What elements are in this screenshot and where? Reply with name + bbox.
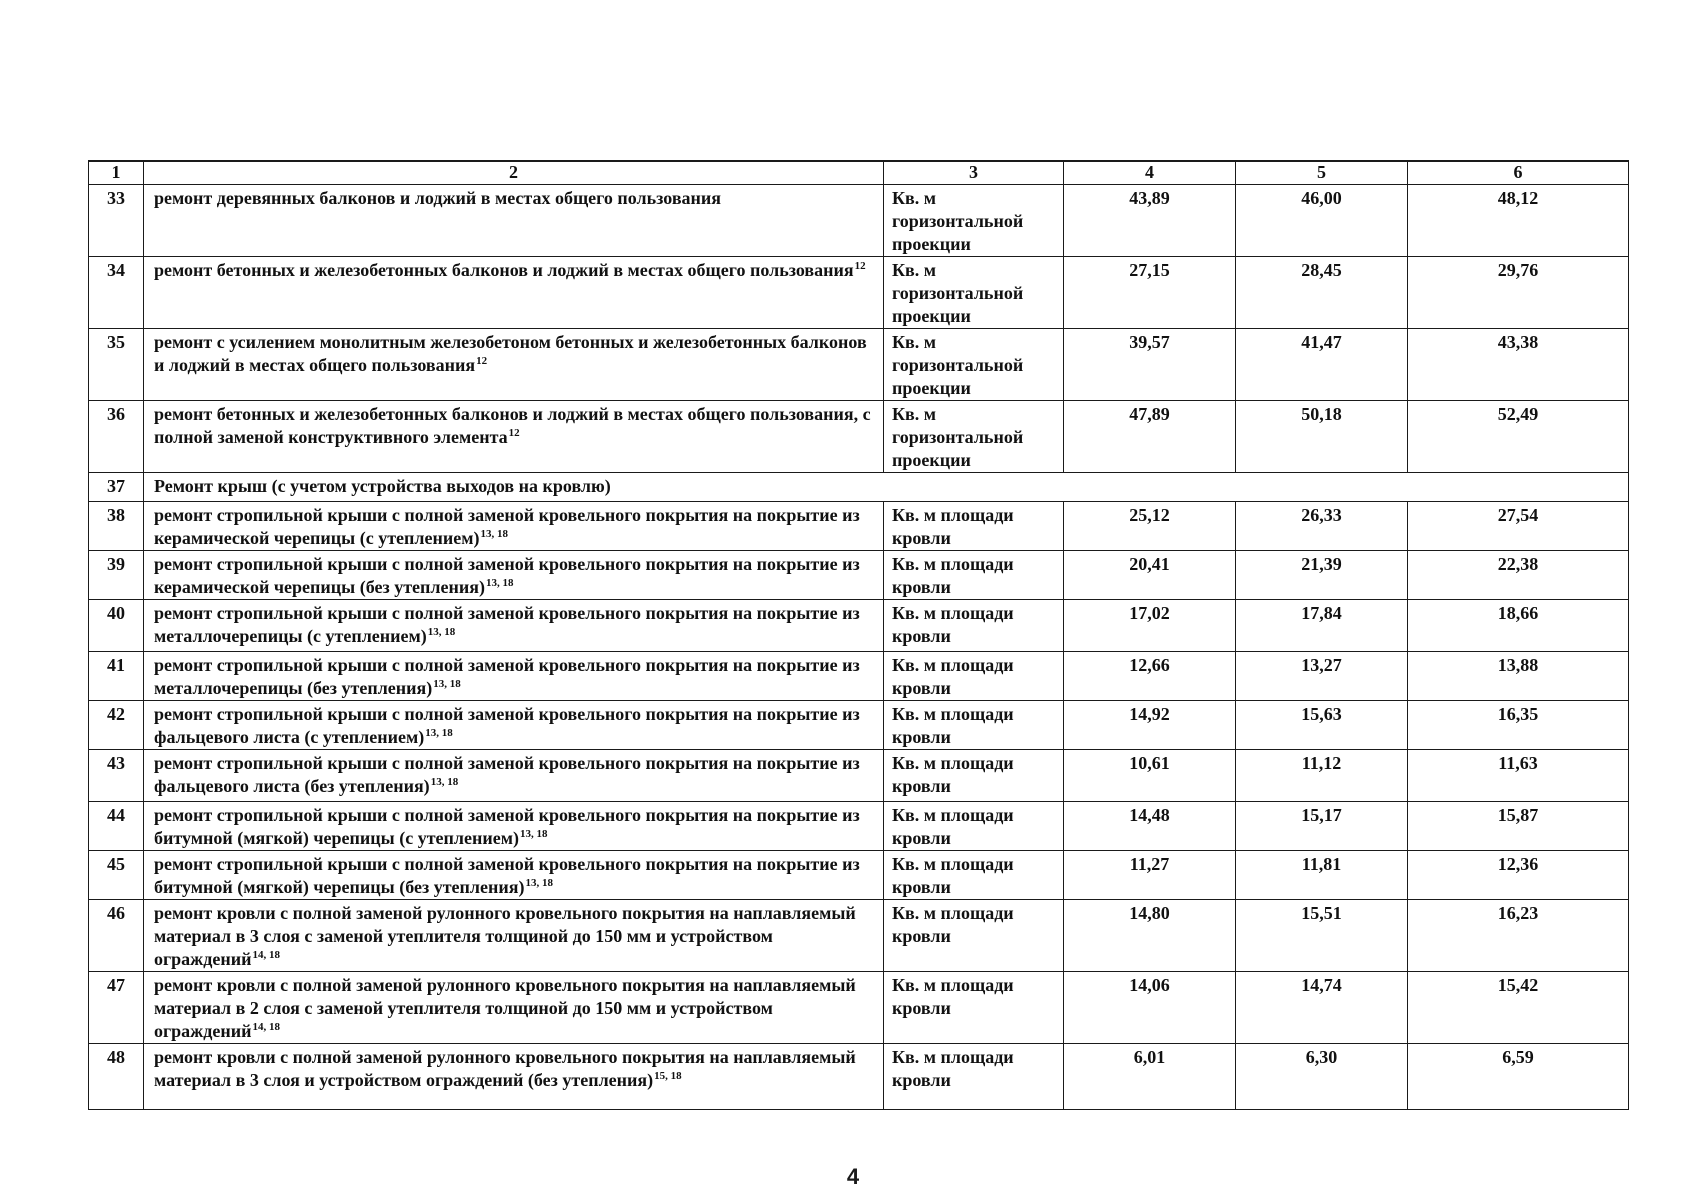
table-row — [89, 551, 1629, 600]
value-col-5: 6,30 — [1236, 1044, 1408, 1110]
unit-of-measure: Кв. м площади кровли — [884, 1044, 1064, 1110]
value-col-5: 11,81 — [1236, 851, 1408, 900]
footnote-ref: 13, 18 — [425, 727, 453, 739]
footnote-ref: 13, 18 — [485, 577, 514, 589]
work-description — [144, 972, 884, 1044]
work-name: ремонт стропильной крыши с полной заменой кровельного покрытия на покрытие из фальцевого листа (без утепления) — [154, 753, 860, 796]
value-col-5: 15,63 — [1236, 701, 1408, 750]
value-col-6: 18,66 — [1408, 600, 1629, 652]
row-number: 47 — [89, 972, 144, 1044]
work-name: ремонт стропильной крыши с полной заменой кровельного покрытия на покрытие из битумной (мягкой) черепицы (с утеплением) — [154, 805, 860, 848]
value-col-4: 6,01 — [1064, 1044, 1236, 1110]
footnote-ref: 13, 18 — [430, 776, 459, 788]
value-col-4: 47,89 — [1064, 401, 1236, 473]
work-name: ремонт с усилением монолитным железобетоном бетонных и железобетонных балконов и лоджий в местах общего пользования — [154, 332, 867, 375]
footnote-ref: 12 — [854, 260, 866, 272]
value-col-5: 46,00 — [1236, 185, 1408, 257]
section-title: Ремонт крыш (с учетом устройства выходов на кровлю) — [144, 473, 1629, 502]
value-col-5: 41,47 — [1236, 329, 1408, 401]
footnote-ref: 13, 18 — [519, 828, 548, 840]
table-row — [89, 652, 1629, 701]
value-col-5: 11,12 — [1236, 750, 1408, 802]
footnote-ref: 14, 18 — [252, 949, 280, 961]
work-description — [144, 851, 884, 900]
value-col-4: 43,89 — [1064, 185, 1236, 257]
table-row — [89, 502, 1629, 551]
table-row — [89, 600, 1629, 652]
value-col-5: 13,27 — [1236, 652, 1408, 701]
unit-of-measure: Кв. м площади кровли — [884, 851, 1064, 900]
work-description — [144, 652, 884, 701]
table-row — [89, 900, 1629, 972]
value-col-4: 12,66 — [1064, 652, 1236, 701]
unit-of-measure: Кв. м горизонтальной проекции — [884, 185, 1064, 257]
footnote-ref: 13, 18 — [480, 528, 508, 540]
work-name: ремонт стропильной крыши с полной заменой кровельного покрытия на покрытие из металлочерепицы (с утеплением) — [154, 603, 860, 646]
value-col-5: 15,17 — [1236, 802, 1408, 851]
work-name: ремонт кровли с полной заменой рулонного кровельного покрытия на наплавляемый материал в 2 слоя с заменой утеплителя толщиной до 150 мм и устройством ограждений — [154, 975, 856, 1041]
unit-of-measure: Кв. м площади кровли — [884, 502, 1064, 551]
work-description — [144, 257, 884, 329]
row-number: 39 — [89, 551, 144, 600]
work-description — [144, 502, 884, 551]
value-col-4: 20,41 — [1064, 551, 1236, 600]
unit-of-measure: Кв. м горизонтальной проекции — [884, 401, 1064, 473]
work-description — [144, 1044, 884, 1110]
value-col-4: 11,27 — [1064, 851, 1236, 900]
work-name: ремонт стропильной крыши с полной заменой кровельного покрытия на покрытие из фальцевого листа (с утеплением) — [154, 704, 860, 747]
row-number: 46 — [89, 900, 144, 972]
column-header: 4 — [1064, 161, 1236, 185]
table-row — [89, 972, 1629, 1044]
value-col-6: 48,12 — [1408, 185, 1629, 257]
work-name: ремонт бетонных и железобетонных балконов и лоджий в местах общего пользования, с полной заменой конструктивного элемента — [154, 404, 871, 447]
footnote-ref: 13, 18 — [525, 877, 553, 889]
value-col-5: 21,39 — [1236, 551, 1408, 600]
value-col-4: 14,80 — [1064, 900, 1236, 972]
unit-of-measure: Кв. м горизонтальной проекции — [884, 257, 1064, 329]
table-row — [89, 1044, 1629, 1110]
row-number: 45 — [89, 851, 144, 900]
column-header: 3 — [884, 161, 1064, 185]
work-name: ремонт кровли с полной заменой рулонного кровельного покрытия на наплавляемый материал в 3 слоя и устройством ограждений (без утепления) — [154, 1047, 856, 1090]
work-description — [144, 701, 884, 750]
work-name: ремонт стропильной крыши с полной заменой кровельного покрытия на покрытие из керамической черепицы (с утеплением) — [154, 505, 860, 548]
value-col-6: 15,42 — [1408, 972, 1629, 1044]
column-header: 6 — [1408, 161, 1629, 185]
unit-of-measure: Кв. м горизонтальной проекции — [884, 329, 1064, 401]
row-number: 42 — [89, 701, 144, 750]
value-col-4: 14,92 — [1064, 701, 1236, 750]
footnote-ref: 14, 18 — [252, 1021, 280, 1033]
column-header: 2 — [144, 161, 884, 185]
unit-of-measure: Кв. м площади кровли — [884, 972, 1064, 1044]
table-row — [89, 851, 1629, 900]
value-col-6: 16,23 — [1408, 900, 1629, 972]
work-description — [144, 551, 884, 600]
column-header: 1 — [89, 161, 144, 185]
value-col-6: 22,38 — [1408, 551, 1629, 600]
work-name: ремонт стропильной крыши с полной заменой кровельного покрытия на покрытие из металлочерепицы (без утепления) — [154, 655, 860, 698]
work-name: ремонт кровли с полной заменой рулонного кровельного покрытия на наплавляемый материал в 3 слоя с заменой утеплителя толщиной до 150 мм и устройством ограждений — [154, 903, 856, 969]
value-col-5: 50,18 — [1236, 401, 1408, 473]
value-col-4: 39,57 — [1064, 329, 1236, 401]
footnote-ref: 12 — [508, 427, 520, 439]
table-row — [89, 750, 1629, 802]
footnote-ref: 13, 18 — [433, 678, 461, 690]
row-number: 33 — [89, 185, 144, 257]
table-body — [89, 161, 1629, 1110]
row-number: 36 — [89, 401, 144, 473]
page-number: 4 — [846, 1164, 860, 1189]
value-col-5: 14,74 — [1236, 972, 1408, 1044]
work-name: ремонт стропильной крыши с полной заменой кровельного покрытия на покрытие из керамической черепицы (без утепления) — [154, 554, 860, 597]
value-col-6: 16,35 — [1408, 701, 1629, 750]
value-col-6: 15,87 — [1408, 802, 1629, 851]
row-number: 37 — [89, 473, 144, 502]
unit-of-measure: Кв. м площади кровли — [884, 701, 1064, 750]
work-description — [144, 900, 884, 972]
unit-of-measure: Кв. м площади кровли — [884, 802, 1064, 851]
work-description — [144, 329, 884, 401]
unit-of-measure: Кв. м площади кровли — [884, 600, 1064, 652]
work-description — [144, 802, 884, 851]
table-row — [89, 329, 1629, 401]
footnote-ref: 15, 18 — [654, 1070, 682, 1082]
unit-of-measure: Кв. м площади кровли — [884, 900, 1064, 972]
work-description — [144, 600, 884, 652]
table-row — [89, 701, 1629, 750]
value-col-6: 43,38 — [1408, 329, 1629, 401]
column-header: 5 — [1236, 161, 1408, 185]
value-col-4: 17,02 — [1064, 600, 1236, 652]
unit-of-measure: Кв. м площади кровли — [884, 652, 1064, 701]
row-number: 40 — [89, 600, 144, 652]
value-col-4: 14,06 — [1064, 972, 1236, 1044]
row-number: 35 — [89, 329, 144, 401]
value-col-6: 11,63 — [1408, 750, 1629, 802]
row-number: 38 — [89, 502, 144, 551]
work-description — [144, 401, 884, 473]
value-col-6: 12,36 — [1408, 851, 1629, 900]
value-col-4: 10,61 — [1064, 750, 1236, 802]
value-col-6: 13,88 — [1408, 652, 1629, 701]
value-col-4: 14,48 — [1064, 802, 1236, 851]
value-col-5: 26,33 — [1236, 502, 1408, 551]
row-number: 41 — [89, 652, 144, 701]
value-col-5: 17,84 — [1236, 600, 1408, 652]
row-number: 48 — [89, 1044, 144, 1110]
value-col-5: 15,51 — [1236, 900, 1408, 972]
unit-of-measure: Кв. м площади кровли — [884, 551, 1064, 600]
table-row — [89, 257, 1629, 329]
work-description — [144, 185, 884, 257]
table-row — [89, 802, 1629, 851]
row-number: 43 — [89, 750, 144, 802]
value-col-6: 27,54 — [1408, 502, 1629, 551]
work-name: ремонт бетонных и железобетонных балконов и лоджий в местах общего пользования — [154, 260, 854, 280]
value-col-4: 27,15 — [1064, 257, 1236, 329]
row-number: 44 — [89, 802, 144, 851]
row-number: 34 — [89, 257, 144, 329]
table-header-row — [89, 161, 1629, 185]
table-row — [89, 401, 1629, 473]
value-col-5: 28,45 — [1236, 257, 1408, 329]
work-name: ремонт деревянных балконов и лоджий в местах общего пользования — [154, 188, 722, 208]
section-row — [89, 473, 1629, 502]
price-table — [88, 160, 1629, 1110]
value-col-4: 25,12 — [1064, 502, 1236, 551]
value-col-6: 6,59 — [1408, 1044, 1629, 1110]
value-col-6: 52,49 — [1408, 401, 1629, 473]
work-description — [144, 750, 884, 802]
table-row — [89, 185, 1629, 257]
work-name: ремонт стропильной крыши с полной заменой кровельного покрытия на покрытие из битумной (мягкой) черепицы (без утепления) — [154, 854, 860, 897]
unit-of-measure: Кв. м площади кровли — [884, 750, 1064, 802]
value-col-6: 29,76 — [1408, 257, 1629, 329]
footnote-ref: 12 — [476, 355, 488, 367]
footnote-ref: 13, 18 — [427, 626, 456, 638]
